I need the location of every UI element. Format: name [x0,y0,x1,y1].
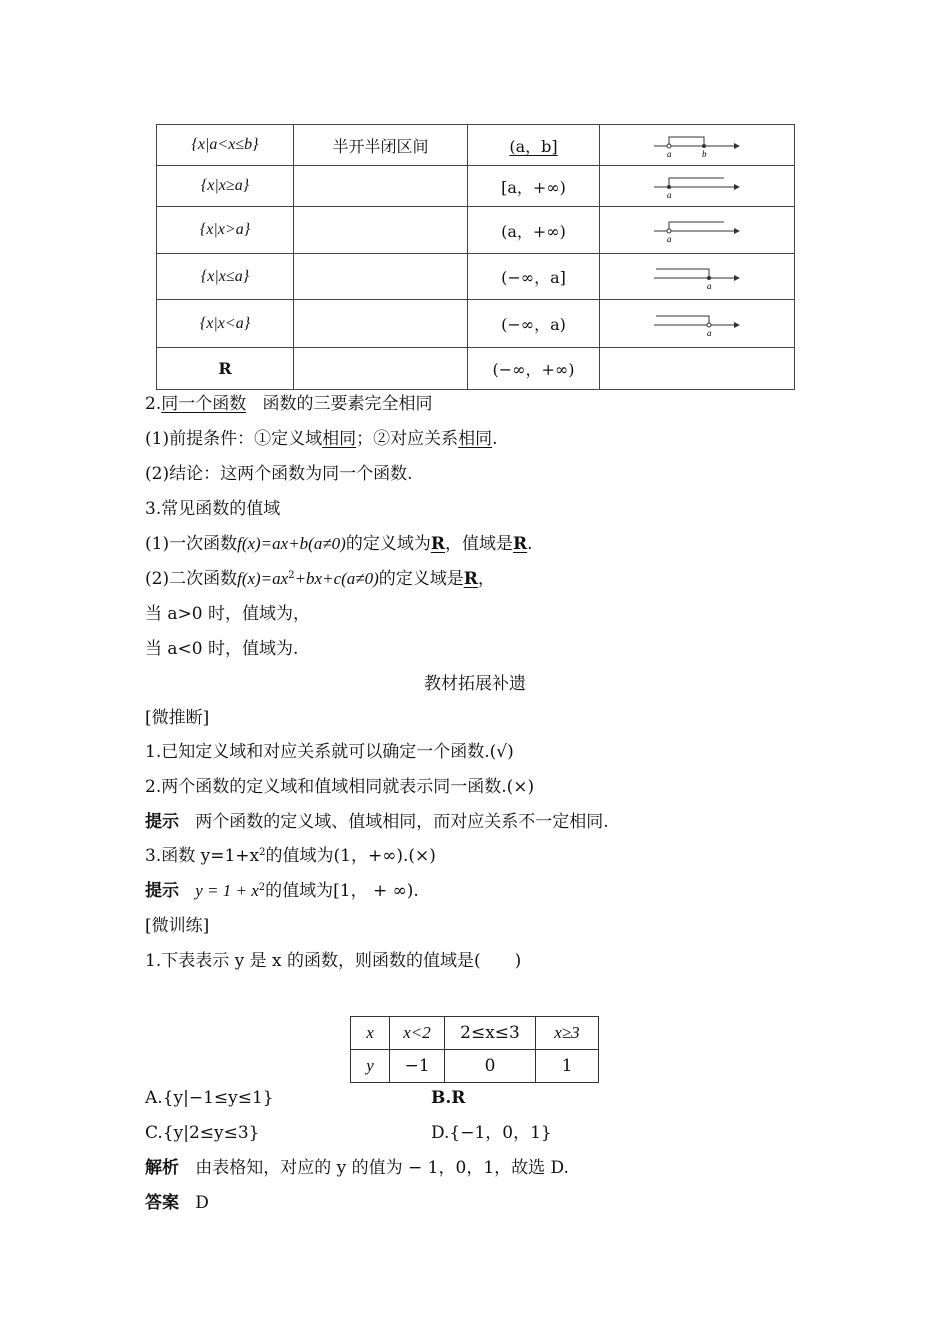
axis-label: a [667,149,672,158]
closed-point [707,276,711,280]
name-cell [294,166,468,207]
interval-row [157,348,795,390]
interval-row [157,125,795,166]
conclusion-line: (2)结论：这两个函数为同一个函数. [145,464,413,484]
option-c: C.{y|2≤y≤3} [145,1123,260,1143]
interval-row [157,207,795,254]
axis-label: a [667,234,672,243]
number-line-cell [600,348,795,390]
hint-label: 提示 [145,881,179,901]
answer: 答案 D [145,1193,209,1213]
xy-cell: 1 [536,1050,599,1083]
interval-row [157,166,795,207]
set-cell: {x|x≥a} [157,166,294,207]
xy-cell: x≥3 [536,1017,599,1050]
question-1: 1.下表表示 y 是 x 的函数，则函数的值域是( ) [145,951,522,971]
number-line-diagram [652,217,742,243]
interval-table [156,124,795,390]
xy-cell: −1 [390,1050,445,1083]
section-note: 函数的三要素完全相同 [262,394,433,414]
case-a-negative: 当 a<0 时，值域为. [145,639,299,659]
notation-cell: (−∞，a] [468,254,600,300]
notation-cell: [a，+∞) [468,166,600,207]
xy-cell: 2≤x≤3 [445,1017,536,1050]
xy-cell: y [351,1050,390,1083]
number-line-cell [600,125,795,166]
section-title: 同一个函数 [161,394,247,414]
name-cell [294,254,468,300]
axis-label: a [707,280,712,290]
name-cell [294,207,468,254]
xy-cell: 0 [445,1050,536,1083]
micro-train-label: [微训练] [145,916,210,936]
extension-title: 教材拓展补遗 [424,674,526,694]
xy-cell: x [351,1017,390,1050]
premise-line: (1)前提条件：①定义域相同；②对应关系相同. [145,429,498,449]
section-3-heading: 3.常见函数的值域 [145,499,281,519]
micro-judge-label: [微推断] [145,708,210,728]
xy-value-row [351,1050,599,1083]
option-a: A.{y|−1≤y≤1} [145,1088,274,1108]
judge-item-2: 2.两个函数的定义域和值域相同就表示同一函数.(×) [145,777,535,797]
answer-label: 答案 [145,1193,179,1213]
axis-label: a [707,327,712,337]
name-cell [294,300,468,348]
set-cell: {x|x<a} [157,300,294,348]
solution: 解析 由表格知，对应的 y 的值为 − 1，0，1，故选 D. [145,1158,569,1178]
hint-1: 提示 两个函数的定义域、值域相同，而对应关系不一定相同. [145,812,609,832]
axis-label: a [667,190,672,199]
xy-table [350,1016,599,1083]
notation-cell: (−∞，a) [468,300,600,348]
notation-cell: (−∞，+∞) [468,348,600,390]
open-point [667,229,671,233]
judge-item-1: 1.已知定义域和对应关系就可以确定一个函数.(√) [145,742,514,762]
xy-header-row [351,1017,599,1050]
set-cell: {x|x>a} [157,207,294,254]
closed-point [702,144,706,148]
name-cell: 半开半闭区间 [294,125,468,166]
number-line-diagram [652,173,742,199]
number-line-diagram [652,311,742,337]
quadratic-function-line: (2)二次函数$f(x)=ax^2+bx+c(a\ne 0)$的定义域是R， [145,569,495,589]
open-point [667,144,671,148]
hint-label: 提示 [145,812,179,832]
xy-cell: x<2 [390,1017,445,1050]
interval-row [157,300,795,348]
axis-label: b [702,149,707,158]
notation-cell: (a，b] [468,125,600,166]
option-b: B.R [431,1088,466,1108]
number-line-diagram [652,132,742,158]
set-cell: {x|x≤a} [157,254,294,300]
number-line-cell [600,207,795,254]
number-line-cell [600,166,795,207]
set-cell: {x|a<x≤b} [157,125,294,166]
closed-point [667,185,671,189]
number-line-cell [600,254,795,300]
interval-row [157,254,795,300]
linear-function-line: (1)一次函数f(x)=ax+b(a≠0)的定义域为R，值域是R. [145,534,533,554]
solution-label: 解析 [145,1158,179,1178]
hint-2: 提示 $y = 1 + x^2$的值域为[1， + ∞). [145,881,419,901]
number-line-diagram [652,264,742,290]
notation-cell: (a，+∞) [468,207,600,254]
number-line-cell [600,300,795,348]
set-cell: R [157,348,294,390]
case-a-positive: 当 a>0 时，值域为， [145,604,311,624]
judge-item-3: 3.函数 $y=1+x^2$的值域为(1，+∞).(×) [145,846,436,866]
open-point [707,323,711,327]
section-2-heading: 2.同一个函数 函数的三要素完全相同 [145,394,433,414]
option-d: D.{−1，0，1} [431,1123,552,1143]
name-cell [294,348,468,390]
